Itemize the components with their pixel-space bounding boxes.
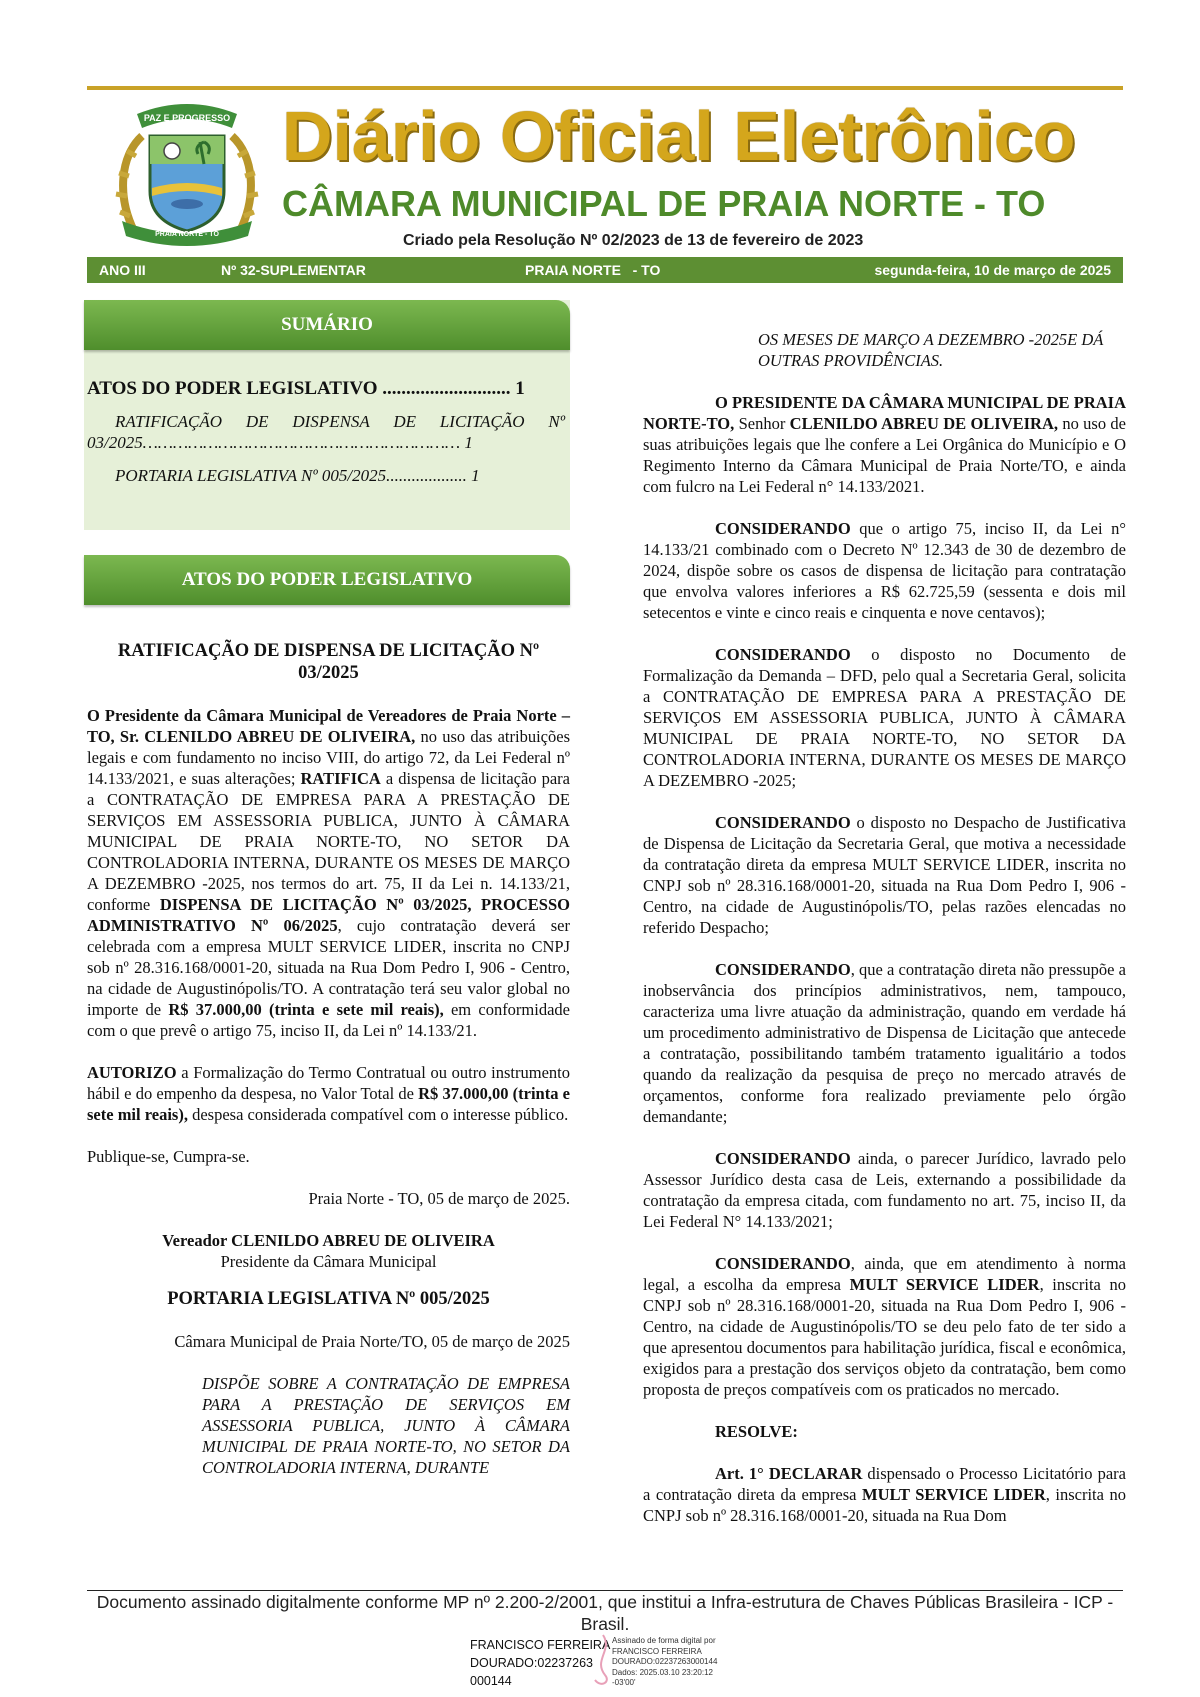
text-bold: CONSIDERANDO	[715, 813, 851, 832]
text: o disposto no Despacho de Justificativa de Dispensa de Licitação da Secretaria Geral, que motiva a necessidade da contratação direta da empresa MULT SERVICE LIDER, inscrita no CNPJ sob nº 28.316.168/0001-20, situada na Rua Dom Pedro I, 906 - Centro, na cidade de Augustinópolis/TO, pelas razões elencadas no referido Despacho;	[643, 813, 1126, 937]
text-bold: MULT SERVICE LIDER	[849, 1275, 1040, 1294]
summary-item-atos[interactable]: ATOS DO PODER LEGISLATIVO ........................... 1	[87, 378, 525, 399]
text: ainda, o parecer Jurídico, lavrado pelo Assessor Jurídico desta casa de Leis, externando a possibilidade da contratação da empresa citada, com fundamento no art. 75, inciso II, da Lei Federal N° 14.133/2021;	[643, 1149, 1126, 1231]
text-bold: O Presidente da Câmara Municipal de Vereadores de Praia Norte – TO, Sr. CLENILDO ABREU DE OLIVEIRA,	[87, 706, 570, 746]
signature-detail-line: DOURADO:02237263000144	[612, 1657, 718, 1666]
signer-line: 000144	[470, 1674, 512, 1688]
text: Senhor	[734, 414, 790, 433]
text-bold: AUTORIZO	[87, 1063, 177, 1082]
text-bold: CONSIDERANDO	[715, 960, 851, 979]
text: no uso das atribuições legais e com fundamento no inciso VIII, do artigo 72, da Lei Federal nº 14.133/2021, e suas alterações;	[87, 727, 571, 788]
text: no uso de suas atribuições legais que lhe confere a Lei Orgânica do Município e O Regimento Interno da Câmara Municipal de Praia Norte/TO, e ainda com fulcro na Lei Federal n° 14.133/2021.	[643, 414, 1126, 496]
section-tab-atos: ATOS DO PODER LEGISLATIVO	[84, 555, 570, 605]
text-bold: RATIFICA	[300, 769, 381, 788]
text: dispensado o Processo Licitatório para a contratação direta da empresa	[643, 1464, 1126, 1504]
edition-city: PRAIA NORTE - TO	[525, 262, 661, 278]
chamber-name: CÂMARA MUNICIPAL DE PRAIA NORTE - TO	[282, 183, 1046, 224]
considerando-5	[643, 1148, 1126, 1232]
seal-top-text: PAZ E PROGRESSO	[143, 113, 231, 123]
portaria-heading: PORTARIA LEGISLATIVA Nº 005/2025	[167, 1289, 490, 1309]
text-bold: DISPENSA DE LICITAÇÃO Nº 03/2025, PROCESSO ADMINISTRATIVO Nº 06/2025	[87, 895, 570, 935]
text: que o artigo 75, inciso II, da Lei n° 14.133/21 combinado com o Decreto Nº 12.343 de 30 de dezembro de 2024, dispõe sobre os casos de dispensa de licitação para contratação que envolva valores inferiores a R$ 62.725,59 (sessenta e dois mil setecentos e vinte e cinco reais e cinquenta e nove centavos);	[643, 519, 1126, 622]
portaria-date: Câmara Municipal de Praia Norte/TO, 05 de março de 2025	[174, 1332, 570, 1351]
signer-role: Presidente da Câmara Municipal	[220, 1252, 437, 1271]
signature-details	[612, 1636, 717, 1689]
text: a Formalização do Termo Contratual ou outro instrumento hábil e do empenho da despesa, no Valor Total de	[87, 1063, 570, 1103]
summary-tab: SUMÁRIO	[84, 300, 570, 350]
text-bold: CONSIDERANDO	[715, 1149, 851, 1168]
text: a dispensa de licitação para a CONTRATAÇÃO DE EMPRESA PARA A PRESTAÇÃO DE SERVIÇOS EM ASSESSORIA PUBLICA, JUNTO À CÂMARA MUNICIPAL DE PRAIA NORTE-TO, NO SETOR DA CONTROLADORIA INTERNA, DURANTE OS MESES DE MARÇO A DEZEMBRO -2025, nos termos do art. 75, II da Lei n. 14.133/21, conforme	[87, 769, 570, 914]
coat-of-arms-seal	[112, 96, 262, 246]
text-bold: CONSIDERANDO	[715, 645, 851, 664]
ratificacao-date: Praia Norte - TO, 05 de março de 2025.	[308, 1189, 570, 1208]
considerando-3	[643, 812, 1126, 938]
text-bold: R$ 37.000,00 (trinta e sete mil reais),	[168, 1000, 444, 1019]
ratificacao-heading: RATIFICAÇÃO DE DISPENSA DE LICITAÇÃO Nº 03/2025	[117, 641, 540, 683]
text-bold: O PRESIDENTE DA CÂMARA MUNICIPAL DE PRAIA NORTE-TO,	[643, 393, 1126, 433]
ratificacao-paragraph	[87, 705, 570, 1041]
signer-line: DOURADO:02237263	[470, 1656, 593, 1670]
text: , inscrita no CNPJ sob nº 28.316.168/0001-20, situada na Rua Dom	[643, 1485, 1126, 1525]
text-bold: CLENILDO ABREU DE OLIVEIRA,	[789, 414, 1059, 433]
signer-name: Vereador CLENILDO ABREU DE OLIVEIRA	[162, 1231, 495, 1250]
digital-signature-notice: Documento assinado digitalmente conforme MP nº 2.200-2/2001, que institui a Infra-estrutura de Chaves Públicas Brasileira - ICP - Brasil.	[96, 1592, 1114, 1634]
text: em conformidade com o que prevê o artigo 75, inciso II, da Lei nº 14.133/21.	[87, 1000, 570, 1040]
creation-resolution: Criado pela Resolução Nº 02/2023 de 13 de fevereiro de 2023	[403, 232, 864, 249]
edition-info-bar	[87, 257, 1123, 283]
signature-detail-line: Dados: 2025.03.10 23:20:12	[612, 1667, 713, 1677]
text: , que a contratação direta não pressupõe a inobservância dos princípios administrativos, nem, tampouco, caracteriza uma livre atuação da administração, quando em verdade há um procedimento administrativo de Dispensa de Licitação que antecede a contratação, possibilitando também tratamento igualitário a todos quando da realização da pesquisa de preço no mercado através de orçamentos, conforme fora realizado previamente pelo órgão demandante;	[643, 960, 1126, 1126]
right-column	[643, 329, 1126, 1547]
text: , ainda, que em atendimento à norma legal, a escolha da empresa	[643, 1254, 1126, 1294]
considerando-4	[643, 959, 1126, 1127]
text-bold: CONSIDERANDO	[715, 1254, 851, 1273]
portaria-ementa: DISPÕE SOBRE A CONTRATAÇÃO DE EMPRESA PARA A PRESTAÇÃO DE SERVIÇOS EM ASSESSORIA PUBLICA, JUNTO À CÂMARA MUNICIPAL DE PRAIA NORTE-TO, NO SETOR DA CONTROLADORIA INTERNA, DURANTE	[202, 1374, 570, 1477]
text-bold: MULT SERVICE LIDER	[862, 1485, 1046, 1504]
publique-line: Publique-se, Cumpra-se.	[87, 1147, 250, 1166]
summary-lines	[87, 378, 565, 498]
signature-block	[87, 1230, 570, 1272]
signer-line: FRANCISCO FERREIRA	[470, 1638, 611, 1652]
left-column	[87, 640, 570, 1499]
edition-number: Nº 32-SUPLEMENTAR	[221, 262, 366, 278]
text: , cujo contratação deverá ser celebrada com a empresa MULT SERVICE LIDER, inscrita no CNPJ sob nº 28.316.168/0001-20, situada na Rua Dom Pedro I, 906 - Centro, na cidade de Augustinópolis/TO. A contratação terá seu valor global no importe de	[87, 916, 570, 1019]
top-rule	[87, 86, 1123, 90]
text: despesa considerada compatível com o interesse público.	[187, 1105, 569, 1124]
considerando-6	[643, 1253, 1126, 1400]
seal-bottom-text: PRAIA NORTE - TO	[155, 231, 219, 238]
ementa-continuation: OS MESES DE MARÇO A DEZEMBRO -2025E DÁ OUTRAS PROVIDÊNCIAS.	[758, 330, 1104, 370]
article-1	[643, 1463, 1126, 1526]
autorizo-paragraph	[87, 1062, 570, 1125]
newspaper-title: Diário Oficial Eletrônico	[282, 97, 1076, 175]
text-bold: CONSIDERANDO	[715, 519, 851, 538]
text-bold: R$ 37.000,00 (trinta e sete mil reais),	[87, 1084, 570, 1124]
resolve-heading: RESOLVE:	[715, 1422, 798, 1441]
edition-year: ANO III	[99, 262, 146, 278]
text-bold: Art. 1° DECLARAR	[715, 1464, 863, 1483]
signature-detail-line: -03'00'	[612, 1678, 636, 1687]
presidente-paragraph	[643, 392, 1126, 497]
edition-date: segunda-feira, 10 de março de 2025	[874, 262, 1111, 278]
text: o disposto no Documento de Formalização da Demanda – DFD, pelo qual a Secretaria Geral, solicita a CONTRATAÇÃO DE EMPRESA PARA A PRESTAÇÃO DE SERVIÇOS EM ASSESSORIA PUBLICA, JUNTO À CÂMARA MUNICIPAL DE PRAIA NORTE-TO, NO SETOR DA CONTROLADORIA INTERNA, DURANTE OS MESES DE MARÇO A DEZEMBRO -2025;	[643, 645, 1126, 790]
signature-detail-line: Assinado de forma digital por	[612, 1636, 716, 1645]
text: , inscrita no CNPJ sob nº 28.316.168/0001-20, situada na Rua Dom Pedro I, 906 - Centro, na cidade de Augustinópolis/TO se deu pelo fato de ter sido a que apresentou documentos para habilitação jurídica, fiscal e econômica, exigidos para a prestação dos serviços objeto da contratação, bem como proposta de preços compatíveis com os praticados no mercado.	[643, 1275, 1126, 1399]
summary-item-ratificacao[interactable]: RATIFICAÇÃO DE DISPENSA DE LICITAÇÃO Nº 03/2025……………………………………………………… 1	[87, 412, 565, 452]
considerando-2	[643, 644, 1126, 791]
considerando-1	[643, 518, 1126, 623]
signature-detail-line: FRANCISCO FERREIRA	[612, 1646, 702, 1656]
summary-item-portaria[interactable]: PORTARIA LEGISLATIVA Nº 005/2025................... 1	[115, 466, 480, 485]
